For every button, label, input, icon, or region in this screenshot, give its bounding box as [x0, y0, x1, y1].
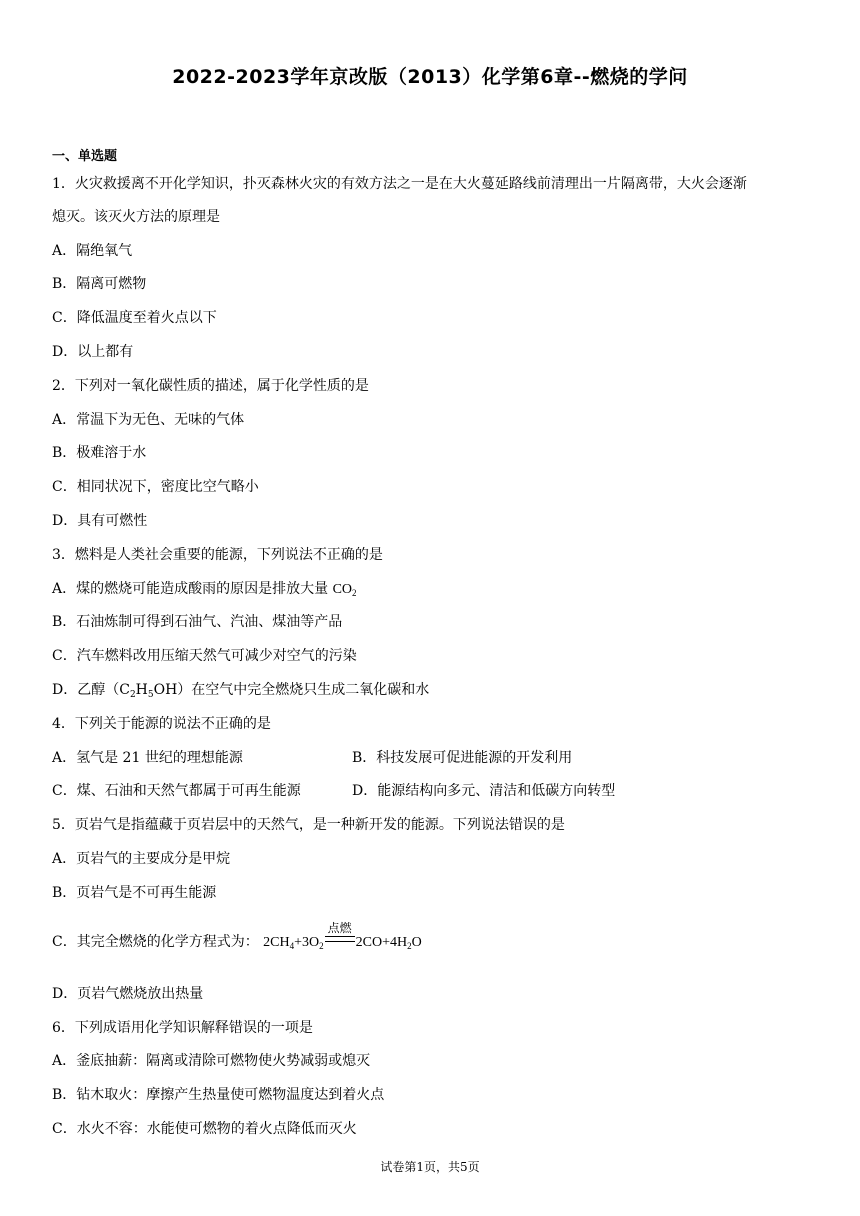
q5-option-a: A．页岩气的主要成分是甲烷: [52, 851, 231, 867]
q3-option-d: D．乙醇$(C_2H_5OH)$在空气中完全燃烧只生成二氧化碳和水: [52, 682, 430, 700]
q6-stem: 6．下列成语用化学知识解释错误的一项是: [52, 1020, 313, 1036]
q1-option-a: A．隔绝氧气: [52, 243, 133, 259]
q4-option-a: A．氢气是 21 世纪的理想能源: [52, 750, 243, 766]
q2-option-a: A．常温下为无色、无味的气体: [52, 412, 245, 428]
q1-stem-line2: 熄灭。该灭火方法的原理是: [52, 209, 220, 225]
q5-option-b: B．页岩气是不可再生能源: [52, 885, 217, 901]
q2-option-d: D．具有可燃性: [52, 513, 148, 529]
q1-option-d: D．以上都有: [52, 344, 134, 360]
q4-option-c: C．煤、石油和天然气都属于可再生能源: [52, 783, 301, 799]
q3-option-a: [52, 580, 357, 599]
q4-option-d: D．能源结构向多元、清洁和低碳方向转型: [352, 783, 616, 799]
q5-stem: 5．页岩气是指蕴藏于页岩层中的天然气，是一种新开发的能源。下列说法错误的是: [52, 817, 565, 833]
q2-option-c: C．相同状况下，密度比空气略小: [52, 479, 259, 495]
section-heading: 一、单选题: [52, 149, 118, 164]
q3-option-a-text: A．煤的燃烧可能造成酸雨的原因是排放大量: [52, 581, 329, 597]
q4-option-b: B．科技发展可促进能源的开发利用: [352, 750, 573, 766]
reaction-condition: 点燃: [325, 934, 355, 952]
q1-stem-line1: 1．火灾救援离不开化学知识，扑灭森林火灾的有效方法之一是在大火蔓延路线前清理出一片隔离带，大火会逐渐: [52, 176, 747, 192]
q3-co2-formula: $CO_2$: [332, 582, 357, 598]
q2-option-b: B．极难溶于水: [52, 445, 147, 461]
q6-option-c: C．水火不容：水能使可燃物的着火点降低而灭火: [52, 1121, 357, 1137]
q4-stem: 4．下列关于能源的说法不正确的是: [52, 716, 271, 732]
q3-stem: 3．燃料是人类社会重要的能源，下列说法不正确的是: [52, 547, 383, 563]
page-footer: 试卷第1页，共5页: [380, 1160, 480, 1174]
chemical-equation: $2CH_4+3O_2$ 点燃 $2CO+4H_2O$: [263, 921, 422, 951]
q1-option-c: C．降低温度至着火点以下: [52, 310, 217, 326]
q2-stem: 2．下列对一氧化碳性质的描述，属于化学性质的是: [52, 378, 369, 394]
q5-option-c-text: C．其完全燃烧的化学方程式为：: [52, 934, 259, 950]
page-title: 2022-2023学年京改版（2013）化学第6章--燃烧的学问: [172, 66, 688, 88]
q5-option-c: [52, 921, 422, 952]
q1-option-b: B．隔离可燃物: [52, 276, 147, 292]
q3-option-c: C．汽车燃料改用压缩天然气可减少对空气的污染: [52, 648, 357, 664]
q3-option-b: B．石油炼制可得到石油气、汽油、煤油等产品: [52, 614, 343, 630]
q6-option-b: B．钻木取火：摩擦产生热量使可燃物温度达到着火点: [52, 1087, 385, 1103]
q6-option-a: A．釜底抽薪：隔离或清除可燃物使火势减弱或熄灭: [52, 1053, 371, 1069]
q5-option-d: D．页岩气燃烧放出热量: [52, 986, 204, 1002]
